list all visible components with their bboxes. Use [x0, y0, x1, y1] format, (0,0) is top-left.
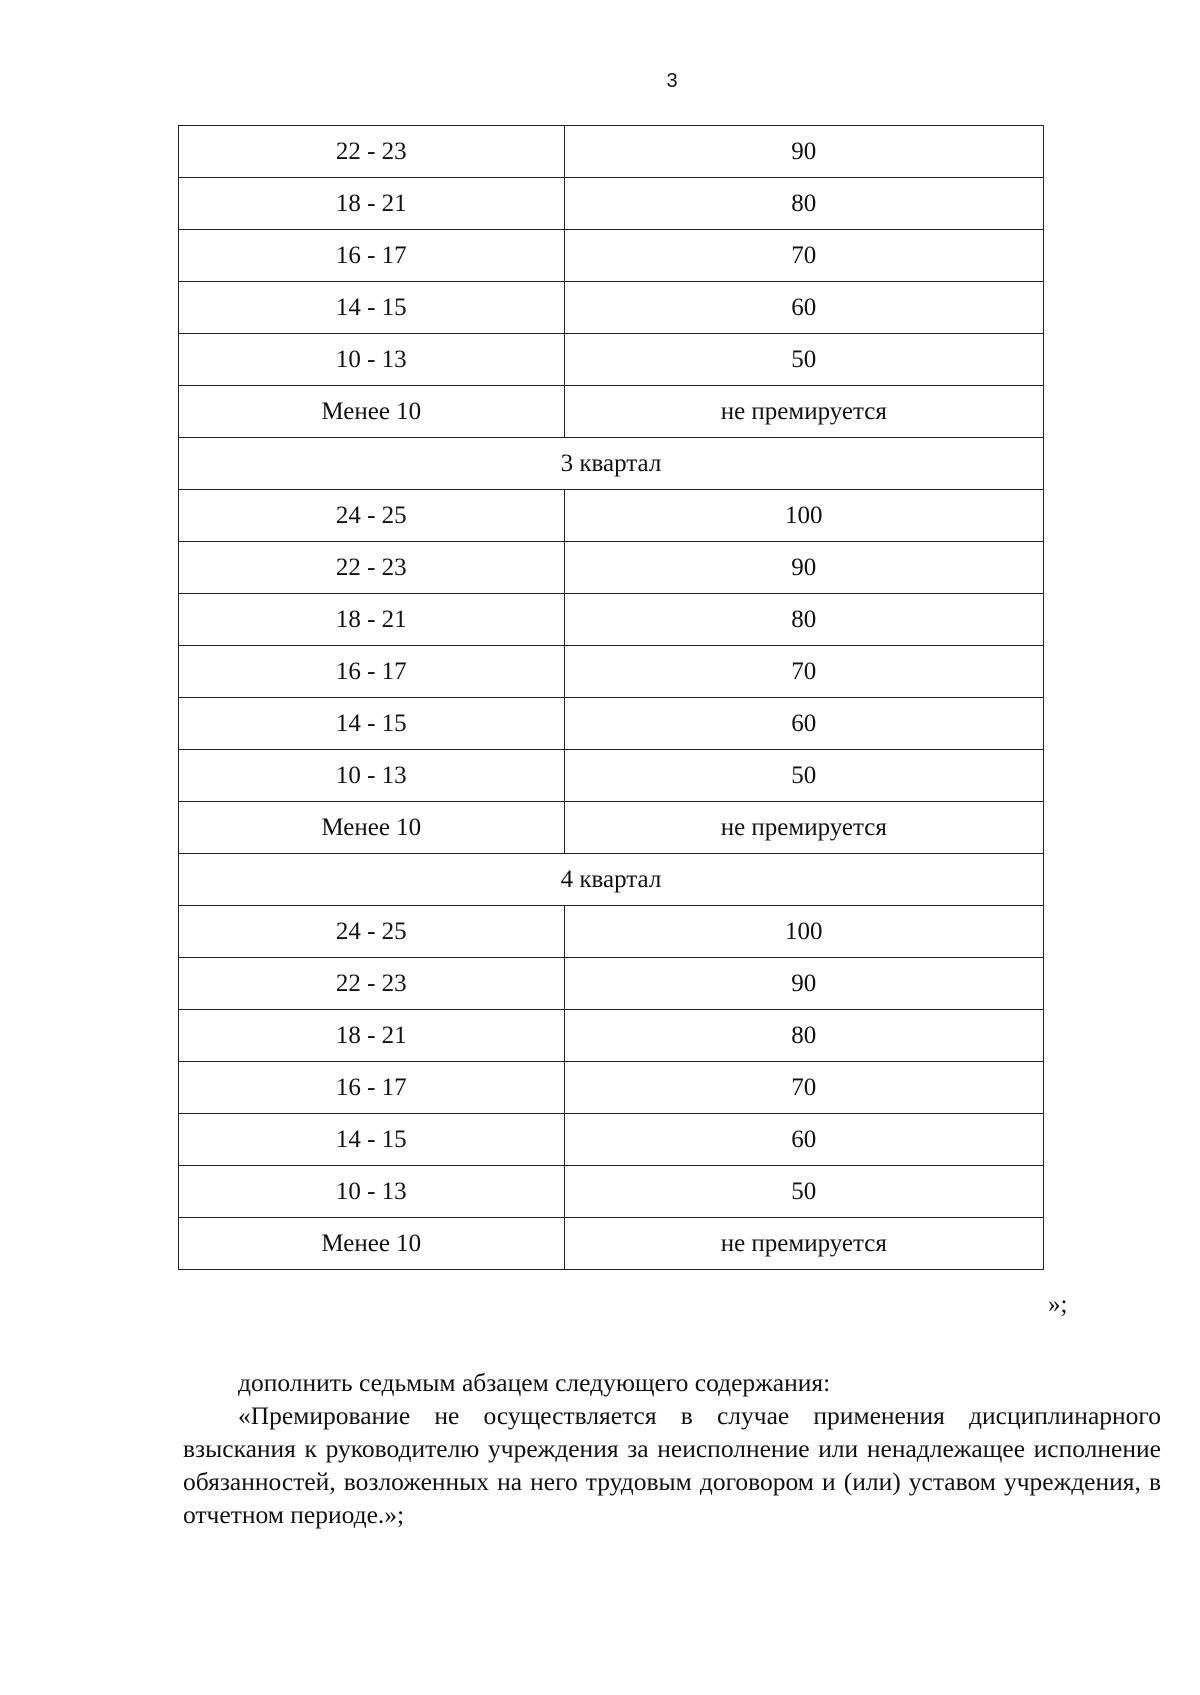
- table-row: [179, 126, 1044, 178]
- paragraph-amendment: «Премирование не осуществляется в случае применения дисциплинарного взыскания к руководителю учреждения за неисполнение или ненадлежащее исполнение обязанностей, возложенных на него трудовым договором и (или) уставом учреждения, в отчетном периоде.»;: [183, 1401, 1161, 1529]
- percent-cell: 80: [564, 594, 1043, 646]
- table-section-row: [179, 854, 1044, 906]
- body-text: [183, 1366, 1161, 1531]
- table-row: [179, 802, 1044, 854]
- table-row: [179, 230, 1044, 282]
- range-cell: 16 - 17: [179, 1062, 565, 1114]
- range-cell: 18 - 21: [179, 178, 565, 230]
- range-cell: 24 - 25: [179, 490, 565, 542]
- table-row: [179, 646, 1044, 698]
- percent-cell: 80: [564, 178, 1043, 230]
- paragraph-intro: дополнить седьмым абзацем следующего содержания:: [238, 1368, 831, 1397]
- range-cell: 10 - 13: [179, 334, 565, 386]
- range-cell: 22 - 23: [179, 542, 565, 594]
- percent-cell: 50: [564, 750, 1043, 802]
- percent-cell: 60: [564, 282, 1043, 334]
- range-cell: 22 - 23: [179, 126, 565, 178]
- range-cell: Менее 10: [179, 802, 565, 854]
- table-row: [179, 1010, 1044, 1062]
- range-cell: 24 - 25: [179, 906, 565, 958]
- table-row: [179, 386, 1044, 438]
- percent-cell: не премируется: [564, 1218, 1043, 1270]
- bonus-table: [178, 125, 1044, 1270]
- percent-cell: не премируется: [564, 386, 1043, 438]
- range-cell: 18 - 21: [179, 594, 565, 646]
- range-cell: 14 - 15: [179, 698, 565, 750]
- table-row: [179, 594, 1044, 646]
- table-row: [179, 958, 1044, 1010]
- percent-cell: 80: [564, 1010, 1043, 1062]
- percent-cell: 100: [564, 490, 1043, 542]
- percent-cell: 90: [564, 126, 1043, 178]
- percent-cell: 70: [564, 646, 1043, 698]
- range-cell: 14 - 15: [179, 282, 565, 334]
- percent-cell: 70: [564, 1062, 1043, 1114]
- table-row: [179, 334, 1044, 386]
- table-row: [179, 282, 1044, 334]
- bonus-table-body: [179, 126, 1044, 1270]
- percent-cell: 60: [564, 698, 1043, 750]
- table-row: [179, 490, 1044, 542]
- range-cell: 18 - 21: [179, 1010, 565, 1062]
- percent-cell: 60: [564, 1114, 1043, 1166]
- percent-cell: 90: [564, 958, 1043, 1010]
- page-number: 3: [666, 70, 678, 92]
- range-cell: Менее 10: [179, 386, 565, 438]
- range-cell: 10 - 13: [179, 750, 565, 802]
- range-cell: 16 - 17: [179, 646, 565, 698]
- range-cell: Менее 10: [179, 1218, 565, 1270]
- table-row: [179, 750, 1044, 802]
- table-row: [179, 1062, 1044, 1114]
- range-cell: 10 - 13: [179, 1166, 565, 1218]
- percent-cell: не премируется: [564, 802, 1043, 854]
- percent-cell: 50: [564, 1166, 1043, 1218]
- table-row: [179, 698, 1044, 750]
- table-row: [179, 1114, 1044, 1166]
- section-label: 4 квартал: [179, 854, 1044, 906]
- table-row: [179, 906, 1044, 958]
- section-label: 3 квартал: [179, 438, 1044, 490]
- range-cell: 22 - 23: [179, 958, 565, 1010]
- table-row: [179, 542, 1044, 594]
- range-cell: 14 - 15: [179, 1114, 565, 1166]
- percent-cell: 70: [564, 230, 1043, 282]
- table-row: [179, 178, 1044, 230]
- percent-cell: 50: [564, 334, 1043, 386]
- closing-quote: »;: [1048, 1291, 1068, 1318]
- percent-cell: 90: [564, 542, 1043, 594]
- table-row: [179, 1218, 1044, 1270]
- table-section-row: [179, 438, 1044, 490]
- percent-cell: 100: [564, 906, 1043, 958]
- range-cell: 16 - 17: [179, 230, 565, 282]
- table-row: [179, 1166, 1044, 1218]
